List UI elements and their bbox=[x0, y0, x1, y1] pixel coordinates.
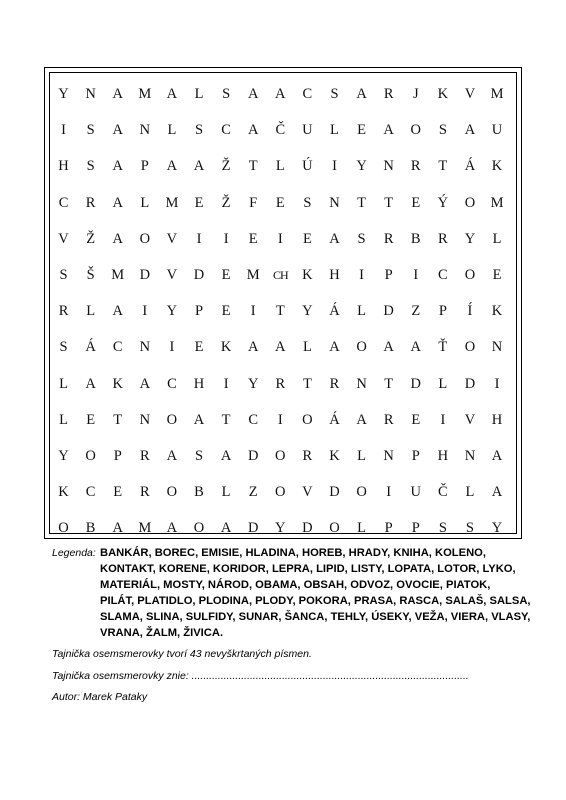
grid-letter: C bbox=[221, 122, 231, 139]
grid-letter: Y bbox=[58, 86, 69, 102]
grid-letter: S bbox=[303, 194, 312, 211]
grid-letter: D bbox=[193, 267, 205, 283]
grid-letter: M bbox=[165, 194, 179, 211]
grid-letter: O bbox=[329, 520, 340, 537]
grid-letter: R bbox=[410, 158, 421, 175]
grid-letter: T bbox=[221, 411, 231, 428]
grid-letter: Í bbox=[467, 303, 473, 320]
grid-letter: C bbox=[112, 339, 123, 356]
grid-letter: A bbox=[491, 484, 503, 501]
grid-letter: Ú bbox=[302, 158, 313, 175]
grid-letter: O bbox=[464, 194, 476, 211]
grid-letter: R bbox=[383, 230, 394, 247]
grid-letter: N bbox=[85, 86, 96, 102]
grid-row bbox=[50, 265, 516, 285]
grid-letter: I bbox=[440, 411, 446, 428]
grid-letter: L bbox=[492, 230, 502, 247]
grid-letter: A bbox=[166, 448, 178, 464]
grid-letter: R bbox=[275, 375, 286, 392]
grid-letter: A bbox=[166, 520, 178, 537]
grid-letter: P bbox=[113, 448, 122, 464]
grid-letter: A bbox=[85, 375, 96, 392]
grid-letter: A bbox=[112, 194, 123, 211]
grid-row bbox=[50, 482, 516, 502]
grid-letter: B bbox=[194, 484, 204, 501]
grid-letter: O bbox=[464, 339, 476, 356]
grid-letter: M bbox=[246, 267, 260, 283]
grid-letter: Ž bbox=[221, 194, 231, 211]
grid-letter: L bbox=[357, 448, 366, 464]
grid-letter: CH bbox=[272, 268, 288, 282]
grid-letter: U bbox=[302, 122, 313, 139]
grid-letter: L bbox=[302, 339, 312, 356]
grid-letter: A bbox=[112, 122, 123, 139]
grid-letter: I bbox=[494, 375, 500, 392]
grid-letter: B bbox=[85, 520, 96, 537]
grid-letter: O bbox=[410, 122, 421, 139]
grid-letter: V bbox=[166, 267, 178, 283]
grid-letter: L bbox=[465, 484, 475, 501]
grid-letter: O bbox=[356, 339, 367, 356]
grid-letter: E bbox=[411, 411, 421, 428]
grid-letter: R bbox=[438, 230, 448, 247]
grid-letter: K bbox=[437, 86, 449, 102]
grid-letter: V bbox=[58, 230, 69, 247]
grid-letter: Á bbox=[85, 339, 96, 356]
grid-letter: L bbox=[194, 86, 204, 102]
grid-letter: H bbox=[437, 448, 449, 464]
grid-letter: M bbox=[138, 86, 152, 102]
grid-letter: A bbox=[383, 122, 394, 139]
grid-letter: N bbox=[329, 194, 340, 211]
grid-letter: A bbox=[356, 411, 367, 428]
grid-letter: I bbox=[61, 122, 66, 139]
grid-letter: Y bbox=[247, 375, 259, 392]
grid-letter: M bbox=[138, 520, 152, 537]
grid-letter: L bbox=[330, 122, 339, 139]
grid-letter: O bbox=[356, 484, 367, 501]
grid-letter: Y bbox=[166, 303, 178, 320]
grid-letter: I bbox=[223, 230, 229, 247]
grid-letter: L bbox=[59, 411, 68, 428]
grid-row bbox=[50, 518, 516, 538]
grid-letter: Z bbox=[411, 303, 421, 320]
grid-letter: L bbox=[140, 194, 150, 211]
grid-row bbox=[50, 337, 516, 357]
grid-letter: S bbox=[86, 158, 95, 175]
legend-line-2: KONTAKT, KORENE, KORIDOR, LEPRA, LIPID, LISTY, LOPATA, LOTOR, LYKO, bbox=[100, 563, 516, 575]
grid-letter: S bbox=[222, 86, 231, 102]
grid-letter: Y bbox=[491, 520, 503, 537]
grid-letter: O bbox=[302, 411, 313, 428]
grid-letter: C bbox=[438, 267, 448, 283]
grid-letter: L bbox=[167, 122, 177, 139]
grid-letter: P bbox=[438, 303, 447, 320]
grid-letter: Á bbox=[329, 303, 340, 320]
grid-letter: S bbox=[357, 230, 366, 247]
grid-letter: A bbox=[166, 158, 178, 175]
grid-letter: N bbox=[139, 339, 151, 356]
grid-letter: R bbox=[329, 375, 340, 392]
grid-letter: A bbox=[193, 158, 205, 175]
grid-letter: L bbox=[438, 375, 448, 392]
grid-letter: V bbox=[166, 230, 178, 247]
grid-letter: K bbox=[329, 448, 340, 464]
grid-letter: L bbox=[59, 375, 68, 392]
grid-letter: A bbox=[112, 520, 123, 537]
grid-letter: A bbox=[329, 339, 340, 356]
grid-letter: E bbox=[221, 267, 231, 283]
grid-letter: E bbox=[302, 230, 312, 247]
grid-letter: Ž bbox=[86, 230, 96, 247]
grid-letter: S bbox=[194, 122, 204, 139]
grid-letter: T bbox=[248, 158, 258, 175]
grid-letter: L bbox=[275, 158, 285, 175]
legend-first-line bbox=[52, 545, 532, 561]
grid-letter: A bbox=[329, 230, 340, 247]
grid-letter: M bbox=[490, 86, 504, 102]
grid-letter: A bbox=[410, 339, 421, 356]
grid-letter: E bbox=[357, 122, 366, 139]
grid-letter: H bbox=[329, 267, 340, 283]
grid-letter: A bbox=[247, 86, 259, 102]
grid-letter: Á bbox=[464, 158, 476, 175]
grid-letter: A bbox=[139, 375, 151, 392]
grid-letter: O bbox=[85, 448, 96, 464]
grid-letter: N bbox=[139, 411, 151, 428]
grid-row bbox=[50, 446, 516, 466]
grid-letter: R bbox=[383, 411, 394, 428]
grid-letter: L bbox=[357, 520, 366, 537]
grid-letter: I bbox=[250, 303, 256, 320]
grid-letter: Y bbox=[58, 448, 69, 464]
grid-letter: O bbox=[166, 411, 178, 428]
grid-letter: O bbox=[193, 520, 205, 537]
grid-letter: H bbox=[193, 375, 205, 392]
grid-letter: T bbox=[357, 194, 366, 211]
author-note: Autor: Marek Pataky bbox=[52, 691, 148, 703]
grid-letter: F bbox=[249, 194, 258, 211]
grid-letter: O bbox=[58, 520, 69, 537]
grid-letter: I bbox=[223, 375, 229, 392]
grid-letter: T bbox=[384, 194, 394, 211]
grid-letter: D bbox=[383, 303, 394, 320]
grid-letter: E bbox=[194, 194, 204, 211]
grid-letter: A bbox=[275, 86, 286, 102]
grid-letter: I bbox=[142, 303, 148, 320]
word-search-grid bbox=[44, 67, 522, 539]
grid-letter: A bbox=[247, 339, 259, 356]
grid-letter: A bbox=[112, 303, 123, 320]
legend-label: Legenda: bbox=[52, 547, 96, 559]
grid-letter: J bbox=[412, 86, 419, 102]
grid-letter: K bbox=[112, 375, 123, 392]
letter-grid bbox=[50, 73, 516, 537]
legend-line-3: MATERIÁL, MOSTY, NÁROD, OBAMA, OBSAH, ODVOZ, OVOCIE, PIATOK, bbox=[100, 579, 491, 591]
grid-letter: A bbox=[193, 411, 205, 428]
grid-letter: H bbox=[491, 411, 503, 428]
legend bbox=[52, 545, 532, 641]
grid-letter: O bbox=[275, 484, 286, 501]
grid-letter: D bbox=[302, 520, 313, 537]
grid-letter: N bbox=[383, 448, 394, 464]
grid-letter: S bbox=[438, 122, 447, 139]
grid-letter: Š bbox=[86, 267, 95, 283]
grid-letter: U bbox=[491, 122, 503, 139]
grid-letter: Ž bbox=[221, 158, 231, 175]
grid-letter: V bbox=[302, 484, 313, 501]
grid-letter: E bbox=[194, 339, 204, 356]
grid-letter: A bbox=[247, 122, 259, 139]
grid-letter: L bbox=[221, 484, 231, 501]
grid-letter: C bbox=[167, 375, 177, 392]
grid-letter: P bbox=[411, 448, 420, 464]
letters-info-note: Tajnička osemsmerovky tvorí 43 nevyškrtaných písmen. bbox=[52, 648, 312, 660]
grid-letter: I bbox=[332, 158, 337, 175]
grid-row bbox=[50, 193, 516, 213]
grid-letter: O bbox=[139, 230, 151, 247]
grid-letter: K bbox=[302, 267, 313, 283]
grid-letter: Y bbox=[302, 303, 313, 320]
grid-letter: A bbox=[383, 339, 394, 356]
grid-letter: K bbox=[491, 303, 503, 320]
grid-letter: A bbox=[166, 86, 178, 102]
grid-letter: D bbox=[139, 267, 151, 283]
grid-letter: E bbox=[113, 484, 123, 501]
grid-letter: I bbox=[277, 411, 283, 428]
grid-letter: Č bbox=[275, 122, 286, 139]
grid-letter: Č bbox=[438, 484, 448, 501]
grid-letter: E bbox=[275, 194, 285, 211]
grid-letter: T bbox=[438, 158, 448, 175]
grid-letter: D bbox=[247, 520, 259, 537]
grid-letter: S bbox=[438, 520, 447, 537]
grid-letter: E bbox=[221, 303, 231, 320]
grid-letter: K bbox=[491, 158, 503, 175]
grid-letter: T bbox=[384, 375, 394, 392]
grid-letter: S bbox=[465, 520, 474, 537]
grid-letter: D bbox=[247, 448, 259, 464]
legend-line-1: BANKÁR, BOREC, EMISIE, HLADINA, HOREB, HRADY, KNIHA, KOLENO, bbox=[100, 547, 486, 559]
grid-letter: E bbox=[492, 267, 502, 283]
grid-letter: A bbox=[356, 86, 367, 102]
grid-letter: Y bbox=[356, 158, 367, 175]
grid-letter: A bbox=[112, 158, 123, 175]
grid-letter: U bbox=[410, 484, 421, 501]
legend-line-6: VRANA, ŽALM, ŽIVICA. bbox=[100, 627, 224, 639]
grid-letter: C bbox=[85, 484, 96, 501]
grid-row bbox=[50, 229, 516, 249]
grid-letter: E bbox=[248, 230, 258, 247]
legend-line-5: SLAMA, SLINA, SULFIDY, SUNAR, ŠANCA, TEHLY, ÚSEKY, VEŽA, VIERA, VLASY, bbox=[100, 611, 531, 623]
grid-letter: P bbox=[411, 520, 420, 537]
legend-line-4: PILÁT, PLATIDLO, PLODINA, PLODY, POKORA, PRASA, RASCA, SALAŠ, SALSA, bbox=[100, 595, 531, 607]
grid-letter: P bbox=[384, 267, 393, 283]
grid-letter: A bbox=[220, 448, 232, 464]
grid-letter: S bbox=[194, 448, 204, 464]
grid-letter: N bbox=[356, 375, 367, 392]
grid-letter: A bbox=[112, 230, 123, 247]
grid-letter: M bbox=[490, 194, 504, 211]
grid-letter: C bbox=[248, 411, 259, 428]
grid-letter: A bbox=[464, 122, 476, 139]
grid-letter: L bbox=[357, 303, 366, 320]
grid-letter: K bbox=[58, 484, 69, 501]
grid-letter: M bbox=[111, 267, 125, 283]
grid-letter: I bbox=[386, 484, 392, 501]
grid-letter: S bbox=[86, 122, 95, 139]
grid-letter: A bbox=[491, 448, 503, 464]
grid-letter: D bbox=[464, 375, 476, 392]
grid-letter: A bbox=[275, 339, 286, 356]
grid-letter: S bbox=[59, 339, 68, 356]
grid-letter: O bbox=[275, 448, 286, 464]
grid-letter: C bbox=[58, 194, 69, 211]
grid-row bbox=[50, 84, 516, 104]
grid-row bbox=[50, 410, 516, 430]
grid-row bbox=[50, 374, 516, 394]
grid-letter: T bbox=[275, 303, 285, 320]
grid-letter: Ť bbox=[438, 339, 448, 356]
grid-letter: D bbox=[410, 375, 421, 392]
grid-letter: I bbox=[169, 339, 175, 356]
grid-letter: S bbox=[59, 267, 68, 283]
grid-letter: N bbox=[139, 122, 151, 139]
grid-letter: Z bbox=[248, 484, 258, 501]
grid-letter: T bbox=[302, 375, 312, 392]
grid-letter: T bbox=[113, 411, 123, 428]
grid-row bbox=[50, 120, 516, 140]
grid-letter: R bbox=[139, 448, 150, 464]
grid-row bbox=[50, 301, 516, 321]
grid-letter: Y bbox=[275, 520, 286, 537]
grid-letter: R bbox=[302, 448, 313, 464]
grid-letter: V bbox=[464, 411, 476, 428]
secret-answer-line: Tajnička osemsmerovky znie: ............................................................................................... bbox=[52, 670, 469, 682]
grid-letter: R bbox=[58, 303, 69, 320]
grid-letter: N bbox=[383, 158, 394, 175]
grid-letter: I bbox=[277, 230, 283, 247]
grid-letter: L bbox=[86, 303, 96, 320]
grid-letter: H bbox=[58, 158, 69, 175]
grid-letter: O bbox=[166, 484, 178, 501]
grid-letter: R bbox=[85, 194, 96, 211]
grid-letter: A bbox=[112, 86, 123, 102]
grid-letter: R bbox=[383, 86, 394, 102]
grid-inner-border bbox=[49, 72, 517, 537]
grid-letter: D bbox=[329, 484, 340, 501]
grid-letter: C bbox=[302, 86, 313, 102]
grid-letter: N bbox=[464, 448, 476, 464]
grid-letter: P bbox=[140, 158, 149, 175]
grid-letter: I bbox=[359, 267, 364, 283]
grid-letter: Ý bbox=[437, 194, 449, 211]
grid-letter: Á bbox=[329, 411, 340, 428]
grid-letter: E bbox=[411, 194, 421, 211]
grid-letter: R bbox=[139, 484, 150, 501]
grid-letter: Y bbox=[464, 230, 476, 247]
grid-letter: K bbox=[220, 339, 232, 356]
grid-letter: I bbox=[196, 230, 202, 247]
grid-letter: I bbox=[413, 267, 419, 283]
grid-letter: P bbox=[384, 520, 393, 537]
grid-letter: E bbox=[86, 411, 96, 428]
grid-letter: S bbox=[330, 86, 339, 102]
grid-letter: V bbox=[464, 86, 476, 102]
grid-letter: P bbox=[194, 303, 204, 320]
grid-letter: O bbox=[464, 267, 476, 283]
grid-row bbox=[50, 156, 516, 176]
grid-letter: B bbox=[410, 230, 421, 247]
grid-letter: A bbox=[220, 520, 232, 537]
grid-letter: N bbox=[491, 339, 503, 356]
